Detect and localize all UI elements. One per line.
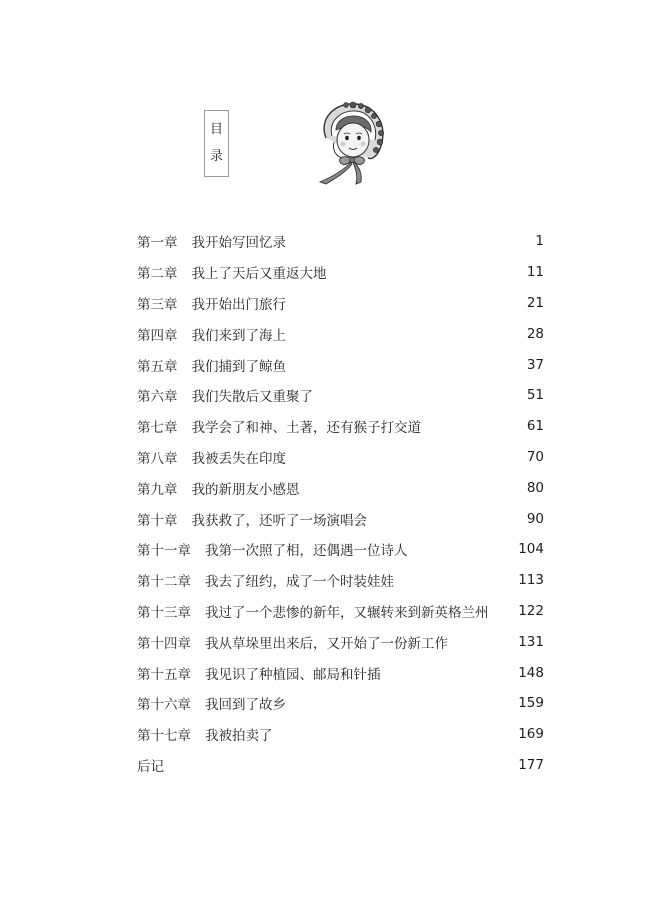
chapter-number: 第十三章 (137, 604, 191, 621)
page-number: 113 (518, 572, 544, 589)
toc-entry[interactable] (137, 719, 544, 750)
chapter-title: 我被拍卖了 (205, 728, 273, 745)
page-number: 148 (518, 664, 544, 681)
chapter-title: 我开始写回忆录 (191, 235, 286, 252)
contents-title-char: 录 (209, 148, 223, 164)
chapter-number: 第八章 (137, 450, 178, 467)
page-number: 177 (518, 756, 544, 773)
page-number: 122 (518, 602, 544, 619)
chapter-title: 我上了天后又重返大地 (191, 266, 327, 283)
chapter-number: 第九章 (137, 481, 178, 498)
chapter-title: 我学会了和神、土著，还有猴子打交道 (191, 420, 421, 437)
page-number: 80 (526, 479, 544, 496)
toc-entry[interactable] (137, 380, 544, 411)
page-number: 21 (526, 294, 544, 311)
chapter-title: 我第一次照了相，还偶遇一位诗人 (205, 543, 408, 560)
toc-entry[interactable] (137, 257, 544, 288)
page-number: 28 (526, 325, 544, 342)
chapter-title: 我们失散后又重聚了 (191, 389, 313, 406)
toc-entry[interactable] (137, 657, 544, 688)
page-number: 90 (526, 510, 544, 527)
chapter-number: 第十四章 (137, 635, 191, 652)
chapter-title: 我的新朋友小感恩 (191, 481, 300, 498)
chapter-title: 我从草垛里出来后，又开始了一份新工作 (205, 635, 448, 652)
chapter-title: 我开始出门旅行 (191, 296, 286, 313)
chapter-number: 第十二章 (137, 574, 191, 591)
chapter-title: 我见识了种植园、邮局和针插 (205, 666, 381, 683)
page-number: 70 (526, 448, 544, 465)
toc-entry[interactable] (137, 226, 544, 257)
contents-title-char: 目 (209, 122, 223, 138)
chapter-number: 后记 (137, 758, 164, 775)
toc-entry[interactable] (137, 442, 544, 473)
chapter-number: 第六章 (137, 389, 178, 406)
chapter-number: 第七章 (137, 420, 178, 437)
page-number: 1 (535, 233, 544, 250)
page-number: 169 (518, 726, 544, 743)
toc-entry[interactable] (137, 688, 544, 719)
doll-illustration (306, 98, 392, 188)
chapter-number: 第三章 (137, 296, 178, 313)
page-number: 61 (526, 418, 544, 435)
page-number: 11 (526, 264, 544, 281)
chapter-number: 第二章 (137, 266, 178, 283)
chapter-number: 第十七章 (137, 728, 191, 745)
toc-entry[interactable] (137, 411, 544, 442)
chapter-number: 第五章 (137, 358, 178, 375)
toc-entry[interactable] (137, 534, 544, 565)
chapter-number: 第四章 (137, 327, 178, 344)
page-number: 159 (518, 695, 544, 712)
chapter-title: 我去了纽约，成了一个时装娃娃 (205, 574, 394, 591)
chapter-number: 第一章 (137, 235, 178, 252)
toc-entry[interactable] (137, 318, 544, 349)
chapter-title: 我被丢失在印度 (191, 450, 286, 467)
toc-entry[interactable] (137, 596, 544, 627)
page-number: 131 (518, 633, 544, 650)
toc-entry[interactable] (137, 565, 544, 596)
chapter-number: 第十六章 (137, 697, 191, 714)
toc-entry[interactable] (137, 349, 544, 380)
chapter-title: 我们捕到了鲸鱼 (191, 358, 286, 375)
toc-entry[interactable] (137, 750, 544, 781)
toc-entry[interactable] (137, 472, 544, 503)
page-number: 104 (518, 541, 544, 558)
toc-entry[interactable] (137, 503, 544, 534)
page-number: 37 (526, 356, 544, 373)
chapter-number: 第十章 (137, 512, 178, 529)
chapter-title: 我回到了故乡 (205, 697, 286, 714)
contents-title-box (204, 110, 229, 177)
chapter-title: 我获救了，还听了一场演唱会 (191, 512, 367, 529)
chapter-title: 我过了一个悲惨的新年，又辗转来到新英格兰州 (205, 604, 489, 621)
toc-entry[interactable] (137, 626, 544, 657)
page-number: 51 (526, 387, 544, 404)
toc-entry[interactable] (137, 288, 544, 319)
chapter-number: 第十五章 (137, 666, 191, 683)
chapter-title: 我们来到了海上 (191, 327, 286, 344)
chapter-number: 第十一章 (137, 543, 191, 560)
table-of-contents (137, 226, 544, 780)
